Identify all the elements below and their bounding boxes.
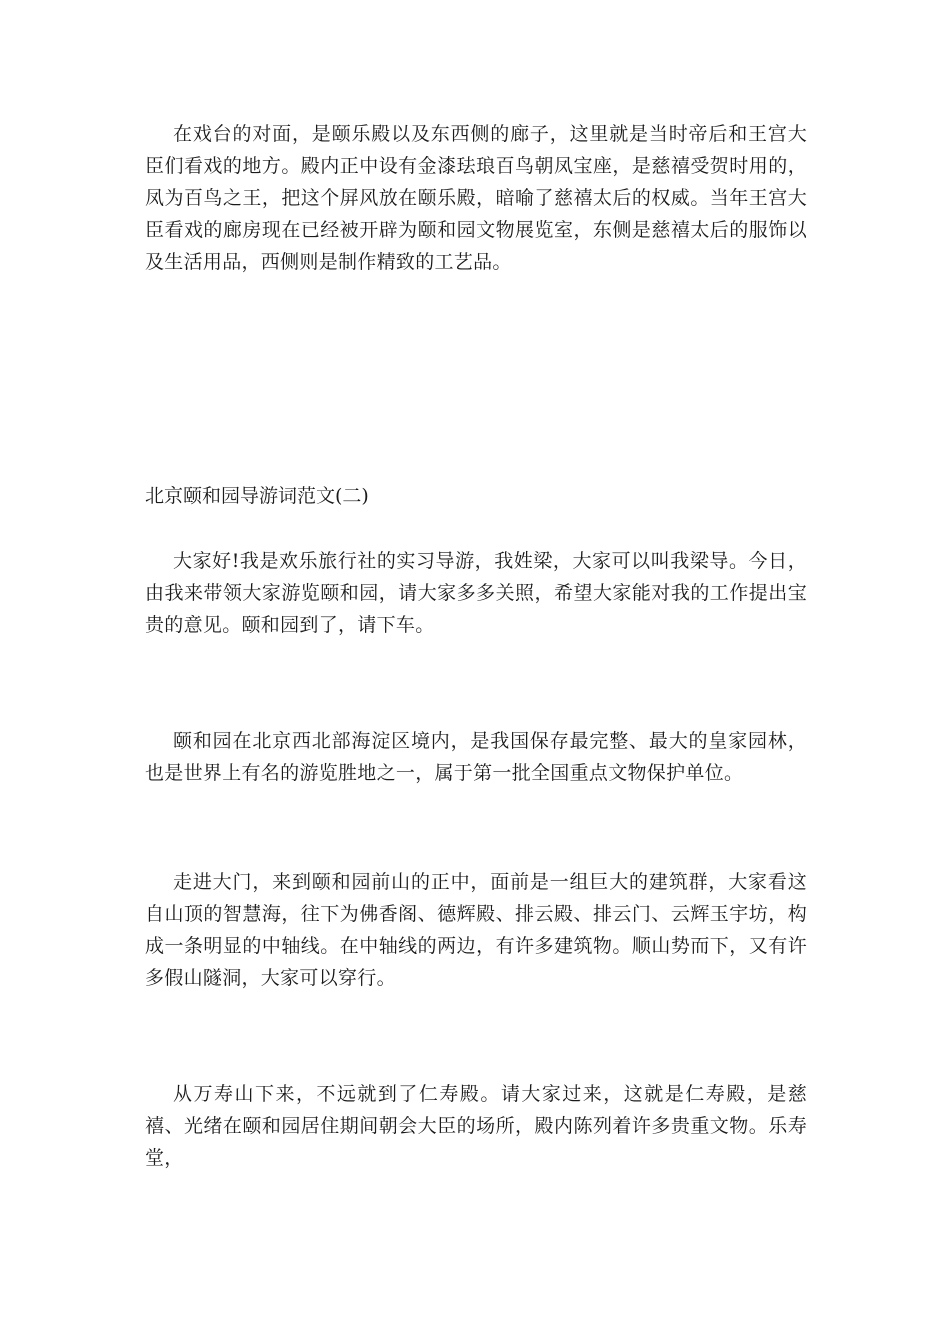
paragraph-location: 颐和园在北京西北部海淀区境内，是我国保存最完整、最大的皇家园林，也是世界上有名的游览胜地之一，属于第一批全国重点文物保护单位。 <box>145 730 807 784</box>
paragraph-renshou-hall: 从万寿山下来，不远就到了仁寿殿。请大家过来，这就是仁寿殿，是慈禧、光绪在颐和园居住期间朝会大臣的场所，殿内陈列着许多贵重文物。乐寿堂， <box>145 1083 807 1169</box>
section-heading: 北京颐和园导游词范文(二) <box>145 485 369 507</box>
paragraph-yile-hall: 在戏台的对面，是颐乐殿以及东西侧的廊子，这里就是当时帝后和王宫大臣们看戏的地方。殿内正中设有金漆珐琅百鸟朝凤宝座，是慈禧受贺时用的，凤为百鸟之王，把这个屏风放在颐乐殿，暗喻了慈禧太后的权威。当年王宫大臣看戏的廊房现在已经被开辟为颐和园文物展览室，东侧是慈禧太后的服饰以及生活用品，西侧则是制作精致的工艺品。 <box>145 123 807 273</box>
paragraph-greeting: 大家好!我是欢乐旅行社的实习导游，我姓梁，大家可以叫我梁导。今日，由我来带领大家游览颐和园，请大家多多关照，希望大家能对我的工作提出宝贵的意见。颐和园到了，请下车。 <box>145 550 807 636</box>
paragraph-central-axis: 走进大门，来到颐和园前山的正中，面前是一组巨大的建筑群，大家看这自山顶的智慧海，往下为佛香阁、德辉殿、排云殿、排云门、云辉玉宇坊，构成一条明显的中轴线。在中轴线的两边，有许多建筑物。顺山势而下，又有许多假山隧洞，大家可以穿行。 <box>145 871 807 989</box>
